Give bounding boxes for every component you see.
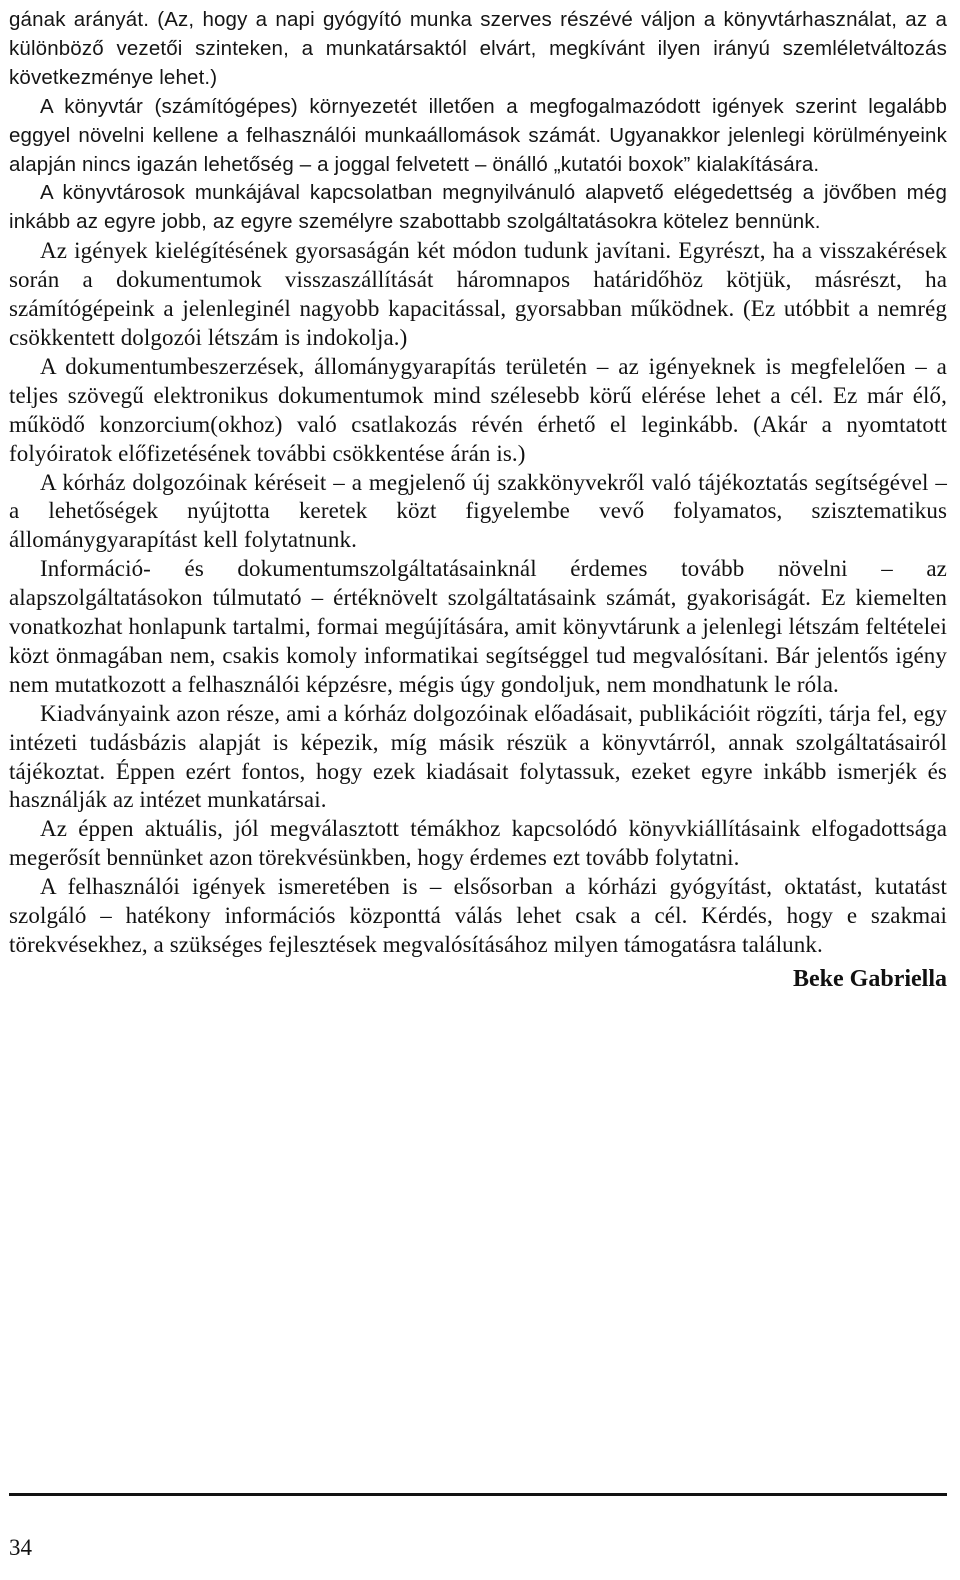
paragraph-2: A könyvtár (számítógépes) környezetét illetően a megfogalmazódott igények szerint legalább eggyel növelni kellene a felhasználói munkaállomások számát. Ugyanakkor jelenlegi körülményeink alapján nincs igazán lehetőség – a joggal felvetett – önálló „kutatói boxok” kialakítására.	[9, 94, 947, 176]
footer-rule	[9, 1493, 947, 1496]
paragraph-10: A felhasználói igények ismeretében is – elsősorban a kórházi gyógyítást, oktatást, kutatást szolgáló – hatékony információs központtá válás lehet csak a cél. Kérdés, hogy e szakmai törekvésekhez, a szükséges fejlesztések megvalósításához milyen támogatásra találunk.	[9, 874, 947, 957]
paragraph-1: gának arányát. (Az, hogy a napi gyógyító munka szerves részévé váljon a könyvtárhasználat, az a különböző vezetői szinteken, a munkatársaktól elvárt, megkívánt ilyen irányú szemléletváltozás következménye lehet.)	[9, 8, 947, 89]
paragraph-9: Az éppen aktuális, jól megválasztott témákhoz kapcsolódó könyvkiállításaink elfogadottsága megerősít bennünket azon törekvésünkben, hogy érdemes ezt tovább folytatni.	[9, 816, 947, 871]
paragraph-5: A dokumentumbeszerzések, állománygyarapítás területén – az igényeknek is megfelelően – a teljes szövegű elektronikus dokumentumok mind szélesebb körű elérése lehet a cél. Ez már élő, működő konzorcium(okhoz) való csatlakozás révén érhető el leginkább. (Akár a nyomtatott folyóiratok előfizetésének további csökkentése árán is.)	[9, 353, 947, 466]
paragraph-8: Kiadványaink azon része, ami a kórház dolgozóinak előadásait, publikációit rögzíti, tárja fel, egy intézeti tudásbázis alapját is képezik, míg másik részük a könyvtárról, annak szolgáltatásairól tájékoztat. Éppen ezért fontos, hogy ezek kiadásait folytassuk, ezeket egyre inkább ismerjék és használják az intézet munkatársai.	[9, 700, 947, 813]
paragraph-6: A kórház dolgozóinak kéréseit – a megjelenő új szakkönyvekről való tájékoztatás segítségével – a lehetőségek nyújtotta keretek közt figyelembe vevő folyamatos, szisztematikus állománygyarapítást kell folytatnunk.	[9, 469, 947, 553]
paragraph-4: Az igények kielégítésének gyorsaságán két módon tudunk javítani. Egyrészt, ha a visszakérések során a dokumentumok visszaszállítását háromnapos határidőhöz kötjük, másrészt, ha számítógépeink a jelenleginél nagyobb kapacitással, gyorsabban működnek. (Ez utóbbit a nemrég csökkentett dolgozói létszám is indokolja.)	[9, 238, 947, 350]
article-body	[9, 6, 947, 994]
author-signature: Beke Gabriella	[793, 965, 947, 992]
paragraph-7: Információ- és dokumentumszolgáltatásainknál érdemes tovább növelni – az alapszolgáltatásokon túlmutató – értéknövelt szolgáltatásaink számát, gyakoriságát. Ez kiemelten vonatkozhat honlapunk tartalmi, formai megújítására, amit könyvtárunk a jelenlegi létszám feltételei közt önmagában nem, csakis komoly informatikai segítséggel tud megvalósítani. Bár jelentős igény nem mutatkozott a felhasználói képzésre, mégis úgy gondoljuk, nem mondhatunk le róla.	[9, 556, 947, 697]
paragraph-3: A könyvtárosok munkájával kapcsolatban megnyilvánuló alapvető elégedettség a jövőben még inkább az egyre jobb, az egyre személyre szabottabb szolgáltatásokra kötelez bennünk.	[9, 181, 947, 234]
page-number: 34	[9, 1535, 32, 1560]
